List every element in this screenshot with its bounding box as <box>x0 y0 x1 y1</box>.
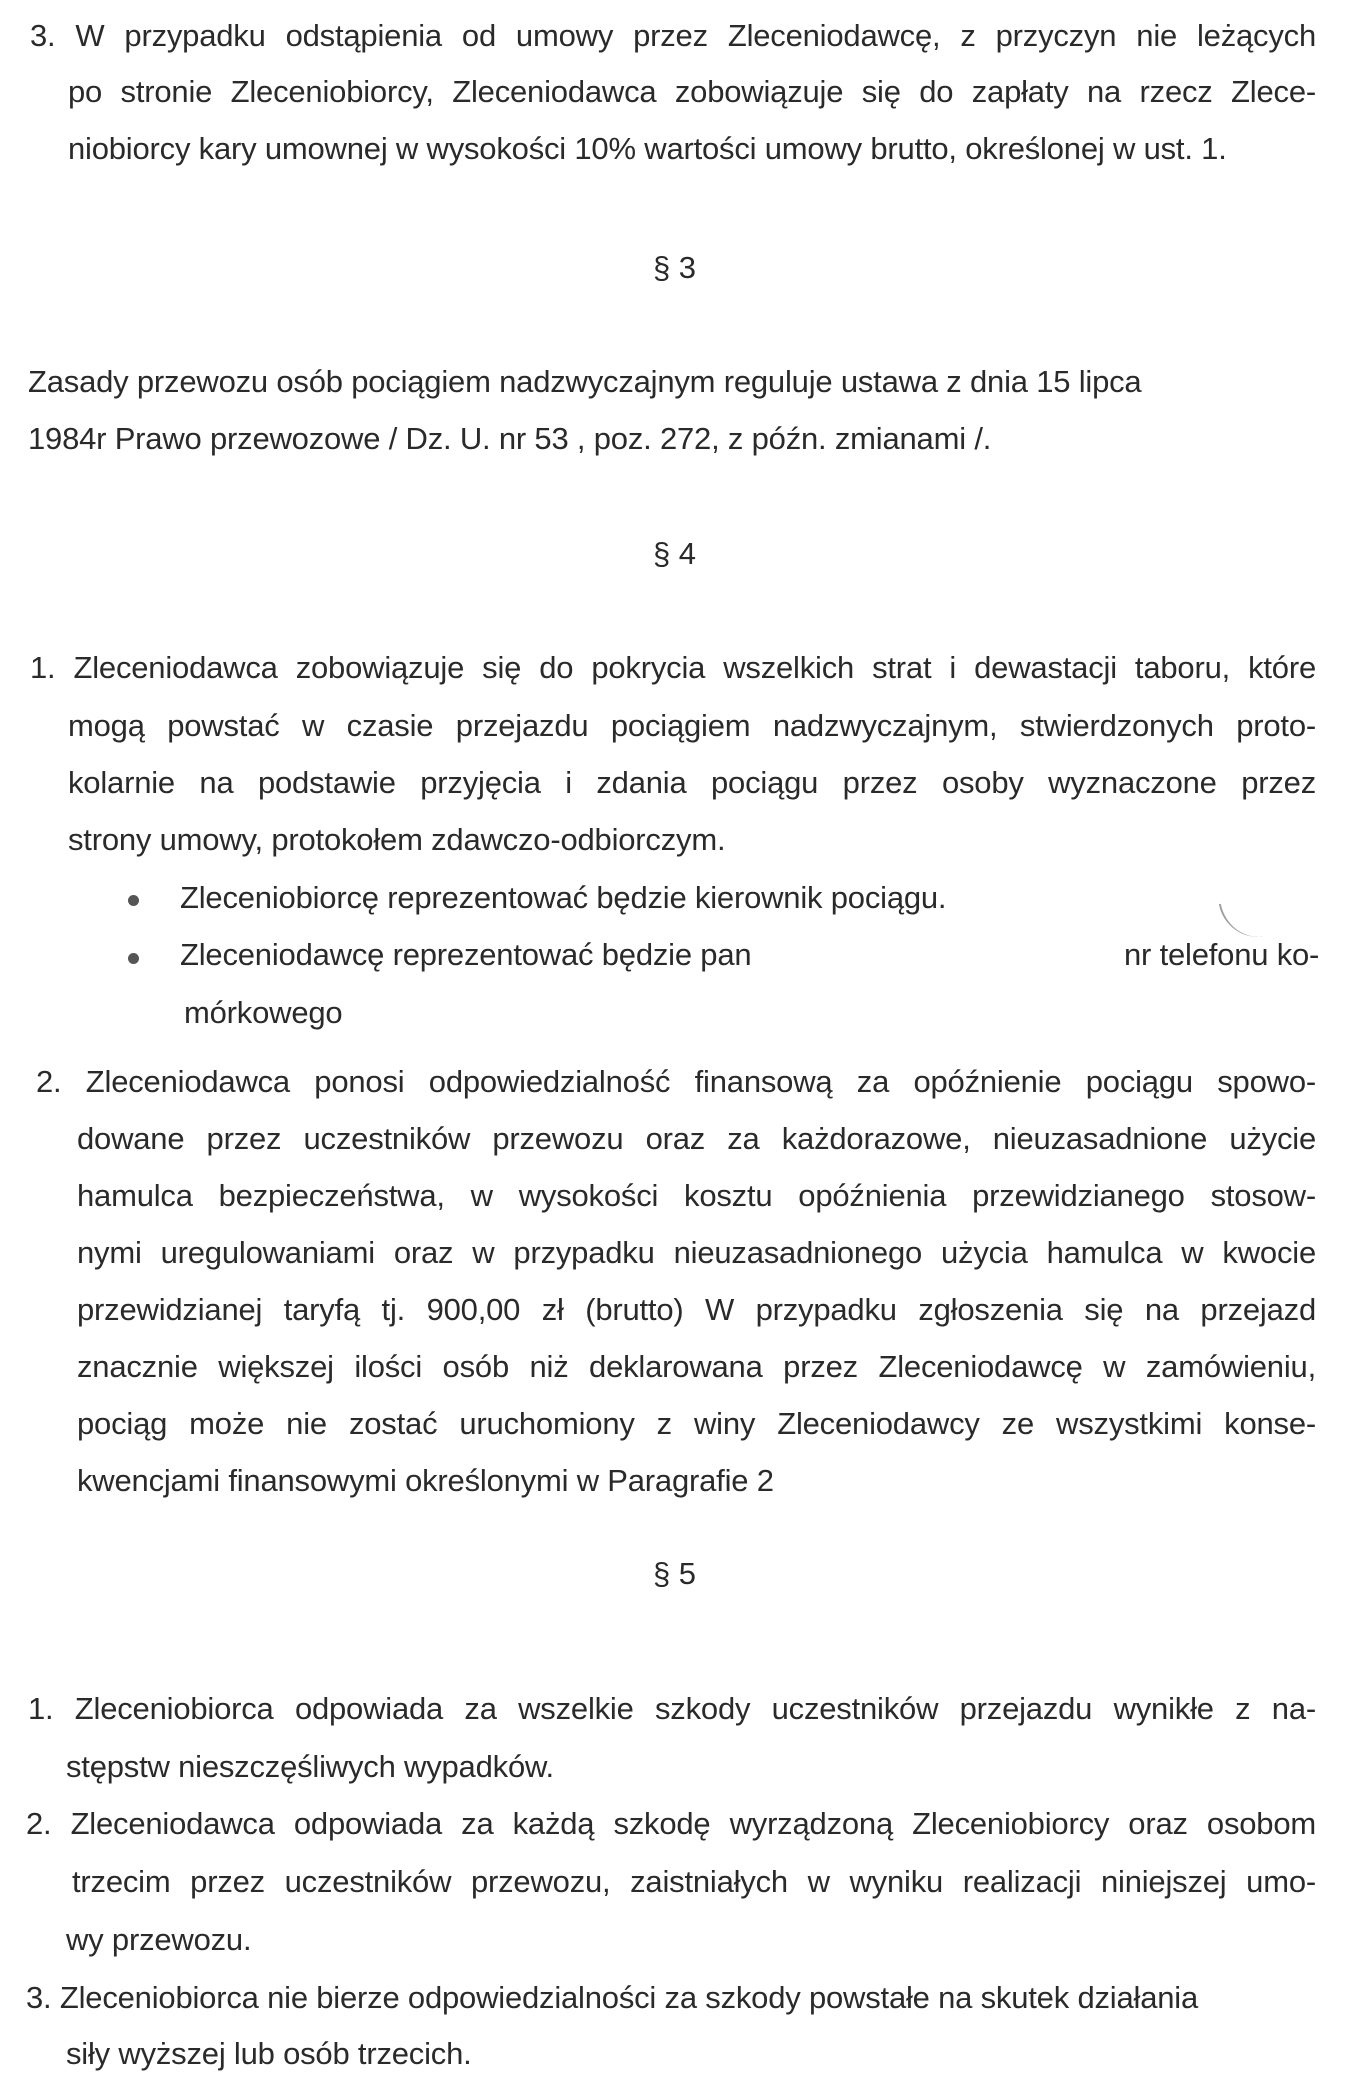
paragraph-line: 1984r Prawo przewozowe / Dz. U. nr 53 , poz. 272, z późn. zmianami /. <box>28 421 992 456</box>
paragraph-line: Zasady przewozu osób pociągiem nadzwyczajnym reguluje ustawa z dnia 15 lipca <box>28 364 1142 399</box>
bullet-item-continued: mórkowego <box>184 995 343 1030</box>
paragraph-line: niobiorcy kary umownej w wysokości 10% wartości umowy brutto, określonej w ust. 1. <box>68 131 1227 166</box>
paragraph-line: 1. Zleceniodawca zobowiązuje się do pokrycia wszelkich strat i dewastacji taboru, które <box>30 650 1316 685</box>
paragraph-line: 3. W przypadku odstąpienia od umowy przez Zleceniodawcę, z przyczyn nie leżących <box>30 18 1316 53</box>
paragraph-line: 2. Zleceniodawca odpowiada za każdą szkodę wyrządzoną Zleceniobiorcy oraz osobom <box>26 1806 1316 1841</box>
paragraph-line: znacznie większej ilości osób niż deklarowana przez Zleceniodawcę w zamówieniu, <box>77 1349 1316 1384</box>
paragraph-line: kwencjami finansowymi określonymi w Paragrafie 2 <box>77 1463 774 1498</box>
section-heading-5: § 5 <box>652 1556 697 1591</box>
section-heading-4: § 4 <box>652 536 697 571</box>
bullet-icon <box>128 895 139 906</box>
bullet-item-continued: nr telefonu ko- <box>1124 937 1320 972</box>
bullet-item: Zleceniobiorcę reprezentować będzie kierownik pociągu. <box>180 880 947 915</box>
paragraph-line: trzecim przez uczestników przewozu, zaistniałych w wyniku realizacji niniejszej umo- <box>72 1864 1316 1899</box>
paragraph-line: hamulca bezpieczeństwa, w wysokości kosztu opóźnienia przewidzianego stosow- <box>77 1178 1316 1213</box>
paragraph-line: mogą powstać w czasie przejazdu pociągiem nadzwyczajnym, stwierdzonych proto- <box>68 708 1316 743</box>
paragraph-line: nymi uregulowaniami oraz w przypadku nieuzasadnionego użycia hamulca w kwocie <box>77 1235 1316 1270</box>
paragraph-line: 1. Zleceniobiorca odpowiada za wszelkie szkody uczestników przejazdu wynikłe z na- <box>28 1691 1316 1726</box>
paragraph-line: siły wyższej lub osób trzecich. <box>66 2036 472 2071</box>
paragraph-line: dowane przez uczestników przewozu oraz za każdorazowe, nieuzasadnione użycie <box>77 1121 1316 1156</box>
paragraph-line: 3. Zleceniobiorca nie bierze odpowiedzialności za szkody powstałe na skutek działania <box>26 1980 1199 2015</box>
bullet-icon <box>128 953 139 964</box>
paragraph-line: strony umowy, protokołem zdawczo-odbiorczym. <box>68 822 726 857</box>
paragraph-line: wy przewozu. <box>66 1922 252 1957</box>
bullet-item: Zleceniodawcę reprezentować będzie pan <box>180 937 752 972</box>
section-heading-3: § 3 <box>652 250 697 285</box>
paragraph-line: kolarnie na podstawie przyjęcia i zdania pociągu przez osoby wyznaczone przez <box>68 765 1316 800</box>
paragraph-line: 2. Zleceniodawca ponosi odpowiedzialność finansową za opóźnienie pociągu spowo- <box>36 1064 1316 1099</box>
paragraph-line: po stronie Zleceniobiorcy, Zleceniodawca zobowiązuje się do zapłaty na rzecz Zlece- <box>68 74 1316 109</box>
paragraph-line: przewidzianej taryfą tj. 900,00 zł (brutto) W przypadku zgłoszenia się na przejazd <box>77 1292 1316 1327</box>
paragraph-line: pociąg może nie zostać uruchomiony z winy Zleceniodawcy ze wszystkimi konse- <box>77 1406 1316 1441</box>
paragraph-line: stępstw nieszczęśliwych wypadków. <box>66 1749 554 1784</box>
